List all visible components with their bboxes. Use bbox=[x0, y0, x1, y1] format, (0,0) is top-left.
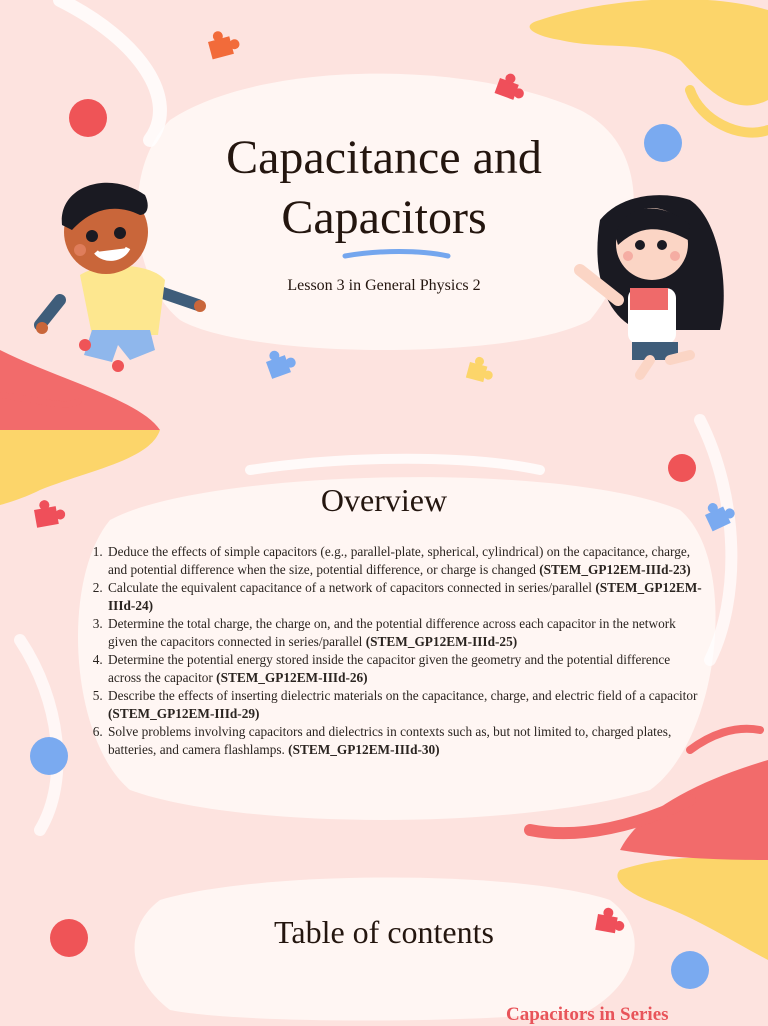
table-of-contents-heading: Table of contents bbox=[274, 914, 494, 950]
section-heading-capacitors-in-series: Capacitors in Series bbox=[506, 1004, 669, 1025]
red-blob-left bbox=[0, 350, 160, 430]
objective-item: 3. Determine the total charge, the charge on, and the potential difference across each capacitor in the network given the capacitors connected in series/parallel (STEM_GP12EM-IIId-25) bbox=[106, 615, 706, 651]
objective-item: 4. Determine the potential energy stored inside the capacitor given the geometry and the potential difference across the capacitor (STEM_GP12EM-IIId-26) bbox=[106, 651, 706, 687]
puzzle-piece-icon bbox=[206, 27, 242, 60]
white-streak bbox=[250, 459, 540, 470]
objective-item: 1. Deduce the effects of simple capacitors (e.g., parallel-plate, spherical, cylindrical) on the capacitance, charge, and potential difference when the size, potential difference, or charge is changed (STEM_GP12EM-IIId-23) bbox=[106, 543, 706, 579]
title-line-1: Capacitance and bbox=[226, 131, 542, 184]
objectives-list bbox=[80, 543, 706, 759]
objective-item: 2. Calculate the equivalent capacitance of a network of capacitors connected in series/parallel (STEM_GP12EM-IIId-24) bbox=[106, 579, 706, 615]
title-line-2: Capacitors bbox=[281, 191, 487, 244]
puzzle-piece-icon bbox=[466, 355, 497, 384]
white-streak bbox=[20, 640, 57, 830]
overview-heading: Overview bbox=[320, 482, 448, 518]
objective-item: 5. Describe the effects of inserting dielectric materials on the capacitance, charge, and electric field of a capacitor (STEM_GP12EM-IIId-29) bbox=[106, 687, 706, 723]
yellow-blob-top-right bbox=[530, 0, 768, 105]
puzzle-piece-icon bbox=[263, 345, 298, 379]
blue-ball bbox=[671, 951, 709, 989]
slide-title bbox=[0, 128, 768, 248]
slide-subtitle: Lesson 3 in General Physics 2 bbox=[287, 277, 481, 294]
blue-ball bbox=[30, 737, 68, 775]
objective-item: 6. Solve problems involving capacitors and dielectrics in contexts such as, but not limited to, charged plates, batteries, and camera flashlamps. (STEM_GP12EM-IIId-30) bbox=[106, 723, 706, 759]
red-ball bbox=[668, 454, 696, 482]
